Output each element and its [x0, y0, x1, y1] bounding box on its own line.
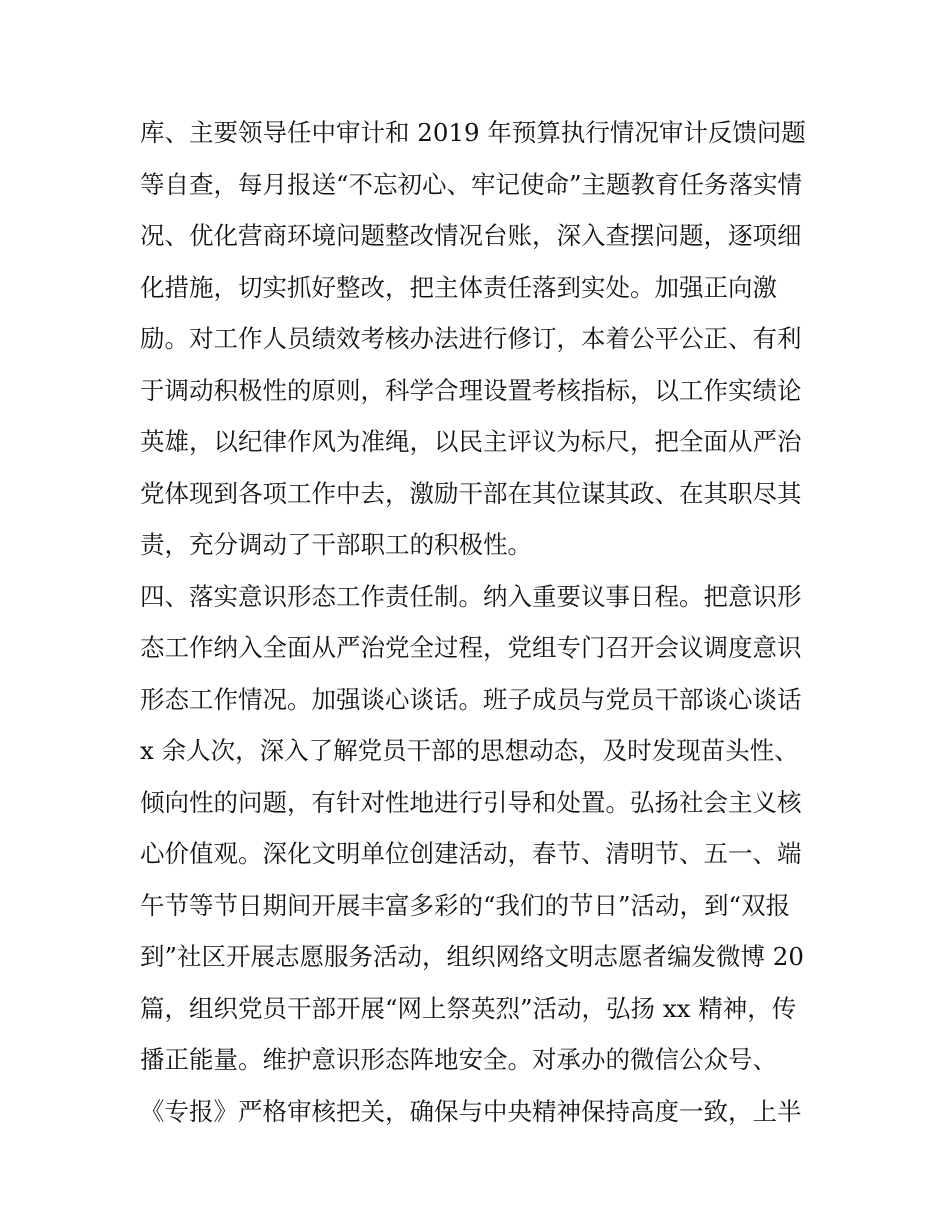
text-line: 倾向性的问题，有针对性地进行引导和处置。弘扬社会主义核 [140, 787, 802, 817]
text-line: 态工作纳入全面从严治党全过程，党组专门召开会议调度意识 [140, 633, 802, 662]
text-line: 党体现到各项工作中去，激励干部在其位谋其政、在其职尽其 [140, 478, 802, 508]
text-line: 午节等节日期间开展丰富多彩的“我们的节日”活动，到“双报 [140, 890, 791, 920]
text-line: 《专报》严格审核把关，确保与中央精神保持高度一致，上半 [140, 1096, 802, 1126]
text-line: 英雄，以纪律作风为准绳，以民主评议为标尺，把全面从严治 [140, 427, 802, 456]
text-line: 库、主要领导任中审计和 2019 年预算执行情况审计反馈问题 [140, 118, 806, 147]
text-line: x 余人次，深入了解党员干部的思想动态，及时发现苗头性、 [140, 736, 799, 765]
text-line: 等自查，每月报送“不忘初心、牢记使命”主题教育任务落实情 [140, 169, 803, 199]
text-line: 心价值观。深化文明单位创建活动，春节、清明节、五一、端 [140, 839, 802, 868]
text-line: 况、优化营商环境问题整改情况台账，深入查摆问题，逐项细 [140, 221, 802, 250]
text-line: 励。对工作人员绩效考核办法进行修订，本着公平公正、有利 [140, 324, 802, 353]
text-line: 到”社区开展志愿服务活动，组织网络文明志愿者编发微博 20 [140, 942, 804, 971]
text-line: 篇，组织党员干部开展“网上祭英烈”活动，弘扬 xx 精神，传 [140, 993, 797, 1023]
text-line: 责，充分调动了干部职工的积极性。 [140, 530, 532, 559]
text-line: 形态工作情况。加强谈心谈话。班子成员与党员干部谈心谈话 [140, 684, 802, 714]
text-line: 化措施，切实抓好整改，把主体责任落到实处。加强正向激 [140, 272, 777, 302]
text-line: 播正能量。维护意识形态阵地安全。对承办的微信公众号、 [140, 1045, 777, 1074]
body-text [140, 107, 820, 1137]
section-heading-line: 四、落实意识形态工作责任制。纳入重要议事日程。把意识形 [140, 581, 802, 611]
text-line: 于调动积极性的原则，科学合理设置考核指标，以工作实绩论 [140, 375, 802, 405]
